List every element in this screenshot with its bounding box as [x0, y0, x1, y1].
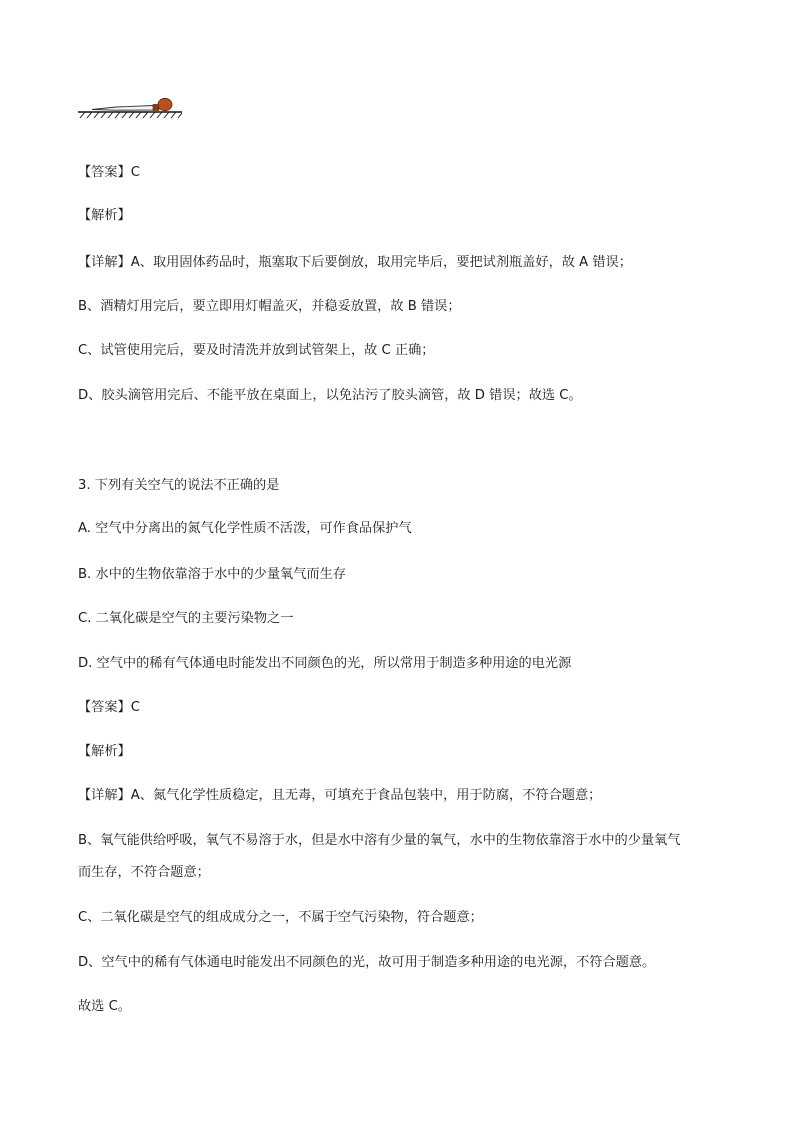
detail-line: B、氧气能供给呼吸，氧气不易溶于水，但是水中溶有少量的氧气，水中的生物依靠溶于水中的少量氧气 — [78, 833, 681, 848]
option-c: C. 二氧化碳是空气的主要污染物之一 — [78, 611, 294, 626]
answer-label: 【答案】C — [78, 700, 140, 715]
detail-line: B、酒精灯用完后，要立即用灯帽盖灭，并稳妥放置，故 B 错误； — [78, 299, 461, 314]
conclusion-line: 故选 C。 — [78, 999, 131, 1014]
dropper-on-table-figure — [76, 94, 186, 120]
analysis-label: 【解析】 — [78, 744, 131, 759]
answer-label: 【答案】C — [78, 165, 140, 180]
detail-line: C、试管使用完后，要及时清洗并放到试管架上，故 C 正确； — [78, 343, 435, 358]
detail-line: D、胶头滴管用完后、不能平放在桌面上，以免沾污了胶头滴管，故 D 错误；故选 C。 — [78, 388, 582, 403]
question-stem: 3. 下列有关空气的说法不正确的是 — [78, 478, 280, 493]
detail-line: 而生存，不符合题意； — [78, 865, 210, 880]
detail-line: D、空气中的稀有气体通电时能发出不同颜色的光，故可用于制造多种用途的电光源，不符合题意。 — [78, 955, 656, 970]
detail-line: 【详解】A、取用固体药品时，瓶塞取下后要倒放，取用完毕后，要把试剂瓶盖好，故 A 错误； — [78, 255, 632, 270]
detail-line: 【详解】A、氮气化学性质稳定，且无毒，可填充于食品包装中，用于防腐，不符合题意； — [78, 788, 602, 803]
option-d: D. 空气中的稀有气体通电时能发出不同颜色的光，所以常用于制造多种用途的电光源 — [78, 656, 572, 671]
detail-line: C、二氧化碳是空气的组成成分之一，不属于空气污染物，符合题意； — [78, 910, 483, 925]
option-b: B. 水中的生物依靠溶于水中的少量氧气而生存 — [78, 567, 346, 582]
analysis-label: 【解析】 — [78, 208, 131, 223]
option-a: A. 空气中分离出的氮气化学性质不活泼，可作食品保护气 — [78, 521, 412, 536]
